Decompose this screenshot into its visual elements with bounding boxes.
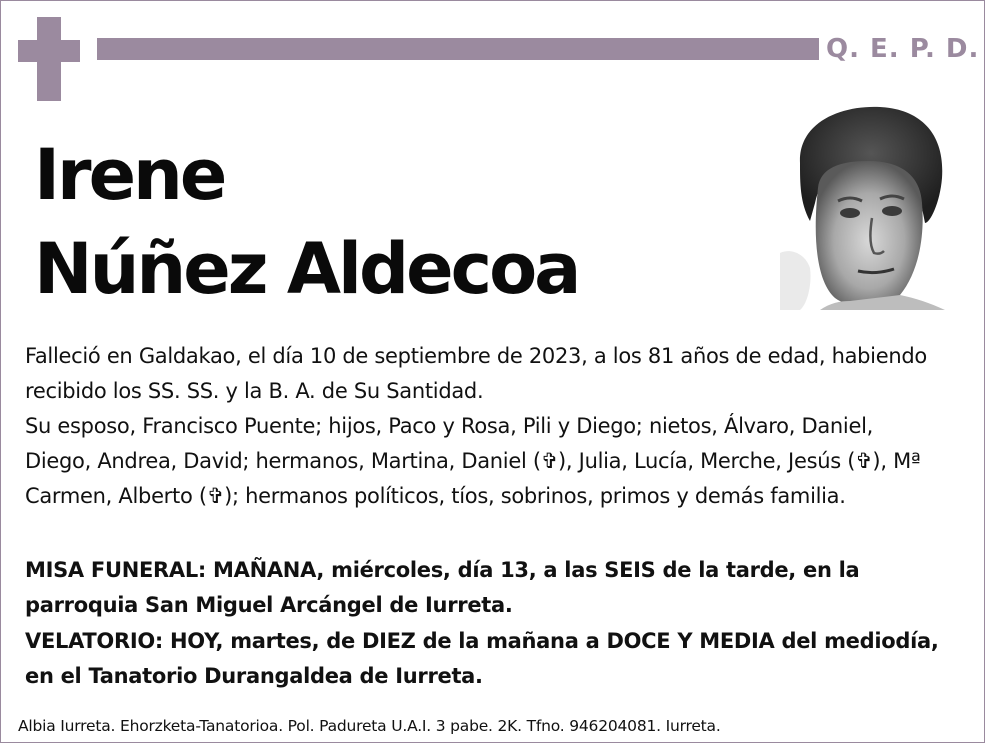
deceased-portrait — [780, 103, 945, 310]
header-rule — [97, 38, 819, 60]
death-notice: Falleció en Galdakao, el día 10 de septiembre de 2023, a los 81 años de edad, habiendo recibido los SS. SS. y la B. A. de Su Santidad. — [25, 344, 927, 403]
qepd-label: Q. E. P. D. — [826, 34, 980, 64]
family-list: Su esposo, Francisco Puente; hijos, Paco y Rosa, Pili y Diego; nietos, Álvaro, Daniel, Diego, Andrea, David; hermanos, Martina, Daniel (✞), Julia, Lucía, Merche, Jesús (✞), Mª Carmen, Alberto (✞); hermanos políticos, tíos, sobrinos, primos y demás familia. — [25, 414, 921, 508]
funeral-home-footer: Albia Iurreta. Ehorzketa-Tanatorioa. Pol. Padureta U.A.I. 3 pabe. 2K. Tfno. 946204081. Iurreta. — [18, 717, 721, 735]
cross-icon-horizontal — [18, 40, 80, 62]
deceased-surname: Núñez Aldecoa — [34, 228, 579, 310]
funeral-mass-info: MISA FUNERAL: MAÑANA, miércoles, día 13, a las SEIS de la tarde, en la parroquia San Miguel Arcángel de Iurreta. — [25, 558, 860, 617]
wake-info: VELATORIO: HOY, martes, de DIEZ de la mañana a DOCE Y MEDIA del mediodía, en el Tanatorio Durangaldea de Iurreta. — [25, 629, 939, 688]
deceased-first-name: Irene — [34, 134, 225, 216]
